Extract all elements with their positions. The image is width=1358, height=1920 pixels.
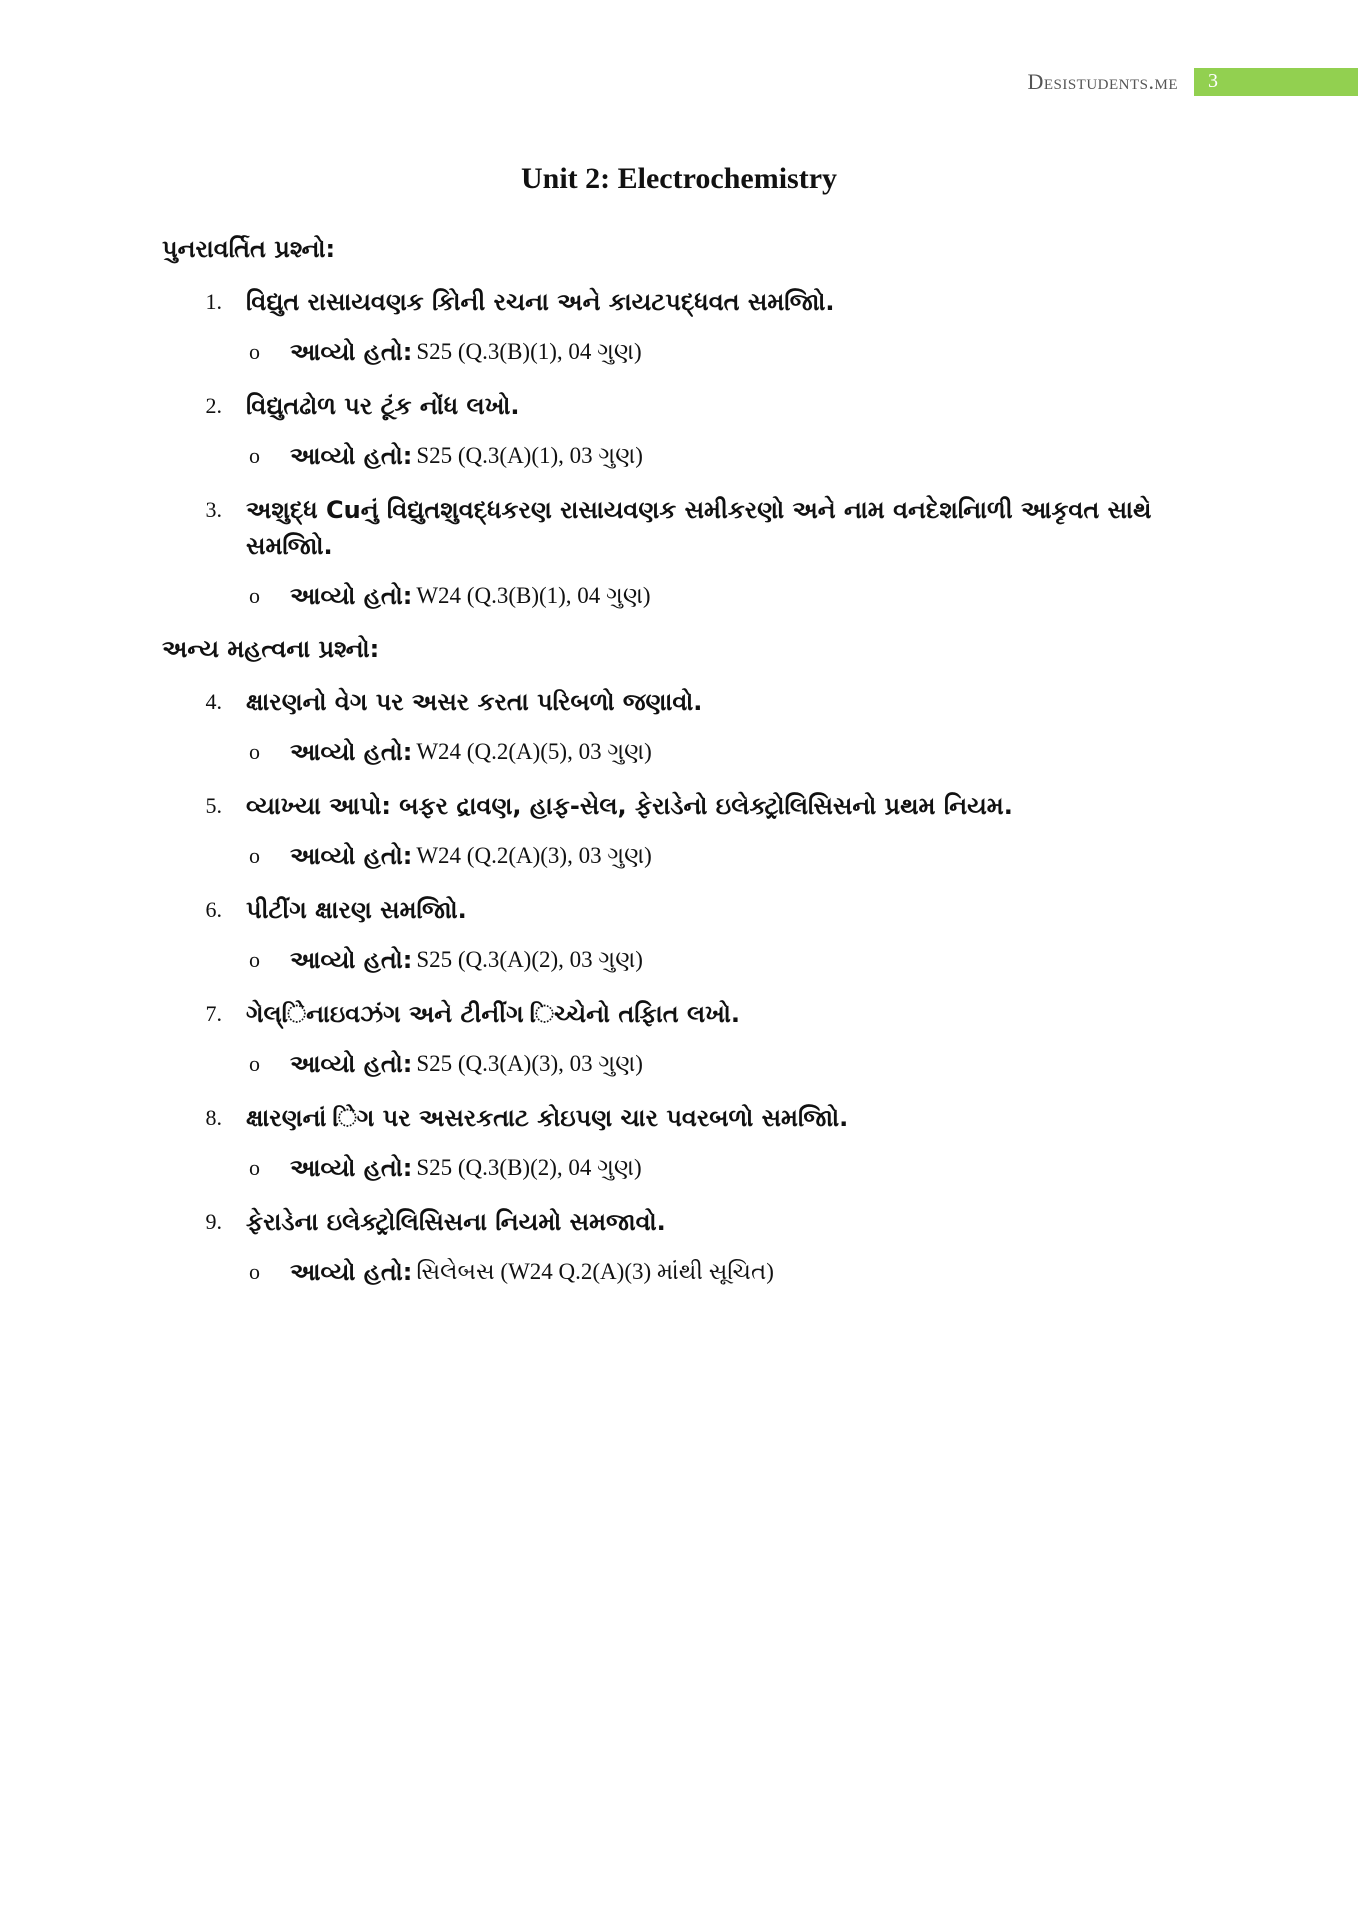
- bullet-icon: o: [249, 443, 260, 468]
- bullet-icon: o: [249, 1155, 260, 1180]
- question-text: વ્યાખ્યા આપો: બફર દ્રાવણ, હાફ-સેલ, ફેરાડેનો ઇલેક્ટ્રોલિસિસનો પ્રથમ નિયમ.: [246, 792, 1013, 820]
- question-item: [162, 996, 1212, 1032]
- bullet-icon: o: [249, 583, 260, 608]
- question-text: અશુદ્ધ Cuનું વિદ્યુતશુવદ્ધકરણ રાસાયવણક સમીકરણો અને નામ વનદેશનિાળી આકૃવત સાથે સમજાિો.: [246, 496, 1152, 560]
- source-value: S25 (Q.3(A)(1), 03 ગુણ): [416, 443, 643, 468]
- question-text: ક્ષારણનો વેગ પર અસર કરતા પરિબળો જણાવો.: [246, 688, 703, 716]
- question-source: [162, 838, 1212, 874]
- question-text: ગેલ્િેનાઇવઝંગ અને ટીનીંગ િચ્ચેનો તફાિત લખો.: [246, 1000, 740, 1028]
- question-source: [162, 438, 1212, 474]
- question-number: 8.: [205, 1105, 222, 1130]
- source-label: આવ્યો હતો:: [290, 1050, 413, 1078]
- source-label: આવ્યો હતો:: [290, 1154, 413, 1182]
- source-value: S25 (Q.3(B)(1), 04 ગુણ): [416, 339, 642, 364]
- bullet-icon: o: [249, 739, 260, 764]
- question-source: [162, 334, 1212, 370]
- source-label: આવ્યો હતો:: [290, 842, 413, 870]
- question-number: 3.: [205, 497, 222, 522]
- source-value: S25 (Q.3(A)(3), 03 ગુણ): [416, 1051, 643, 1076]
- source-label: આવ્યો હતો:: [290, 582, 413, 610]
- question-number: 9.: [205, 1209, 222, 1234]
- question-text: વિદ્યુત રાસાયવણક કોિની રચના અને કાયટપદ્ધવત સમજાિો.: [246, 288, 835, 316]
- question-text: પીટીંગ ક્ષારણ સમજાિો.: [246, 896, 467, 924]
- question-text: ક્ષારણનાં િેગ પર અસરકતાટ કોઇપણ ચાર પવરબળો સમજાિો.: [246, 1104, 849, 1132]
- source-label: આવ્યો હતો:: [290, 442, 413, 470]
- question-source: [162, 1150, 1212, 1186]
- question-source: [162, 942, 1212, 978]
- question-number: 2.: [205, 393, 222, 418]
- bullet-icon: o: [249, 947, 260, 972]
- question-item: [162, 388, 1212, 424]
- source-label: આવ્યો હતો:: [290, 338, 413, 366]
- source-value: S25 (Q.3(A)(2), 03 ગુણ): [416, 947, 643, 972]
- question-item: [162, 1204, 1212, 1240]
- question-item: [162, 892, 1212, 928]
- source-label: આવ્યો હતો:: [290, 738, 413, 766]
- source-label: આવ્યો હતો:: [290, 946, 413, 974]
- source-value: સિલેબસ (W24 Q.2(A)(3) માંથી સૂચિત): [416, 1259, 774, 1284]
- page-header: [1027, 68, 1358, 96]
- question-source: [162, 734, 1212, 770]
- page-number: 3: [1194, 68, 1358, 96]
- source-value: S25 (Q.3(B)(2), 04 ગુણ): [416, 1155, 642, 1180]
- section-heading: અન્ય મહત્વના પ્રશ્નો:: [162, 635, 380, 663]
- question-item: [162, 492, 1212, 564]
- bullet-icon: o: [249, 339, 260, 364]
- question-text: વિદ્યુતઢોળ પર ટૂંક નોંધ લખો.: [246, 392, 520, 420]
- bullet-icon: o: [249, 1259, 260, 1284]
- bullet-icon: o: [249, 1051, 260, 1076]
- source-value: W24 (Q.3(B)(1), 04 ગુણ): [416, 583, 651, 608]
- source-value: W24 (Q.2(A)(3), 03 ગુણ): [416, 843, 652, 868]
- question-item: [162, 1100, 1212, 1136]
- question-number: 6.: [205, 897, 222, 922]
- question-list: [162, 232, 1212, 1308]
- question-source: [162, 1046, 1212, 1082]
- page-title: Unit 2: Electrochemistry: [520, 162, 838, 195]
- question-item: [162, 284, 1212, 320]
- question-number: 4.: [205, 689, 222, 714]
- question-number: 7.: [205, 1001, 222, 1026]
- question-number: 5.: [205, 793, 222, 818]
- bullet-icon: o: [249, 843, 260, 868]
- section-heading: પુનરાવર્તિત પ્રશ્નો:: [162, 235, 336, 263]
- question-item: [162, 684, 1212, 720]
- source-label: આવ્યો હતો:: [290, 1258, 413, 1286]
- source-value: W24 (Q.2(A)(5), 03 ગુણ): [416, 739, 652, 764]
- site-name: Desistudents.me: [1027, 69, 1178, 94]
- question-source: [162, 578, 1212, 614]
- question-text: ફેરાડેના ઇલેક્ટ્રોલિસિસના નિયમો સમજાવો.: [246, 1208, 666, 1236]
- question-source: [162, 1254, 1212, 1290]
- question-number: 1.: [205, 289, 222, 314]
- question-item: [162, 788, 1212, 824]
